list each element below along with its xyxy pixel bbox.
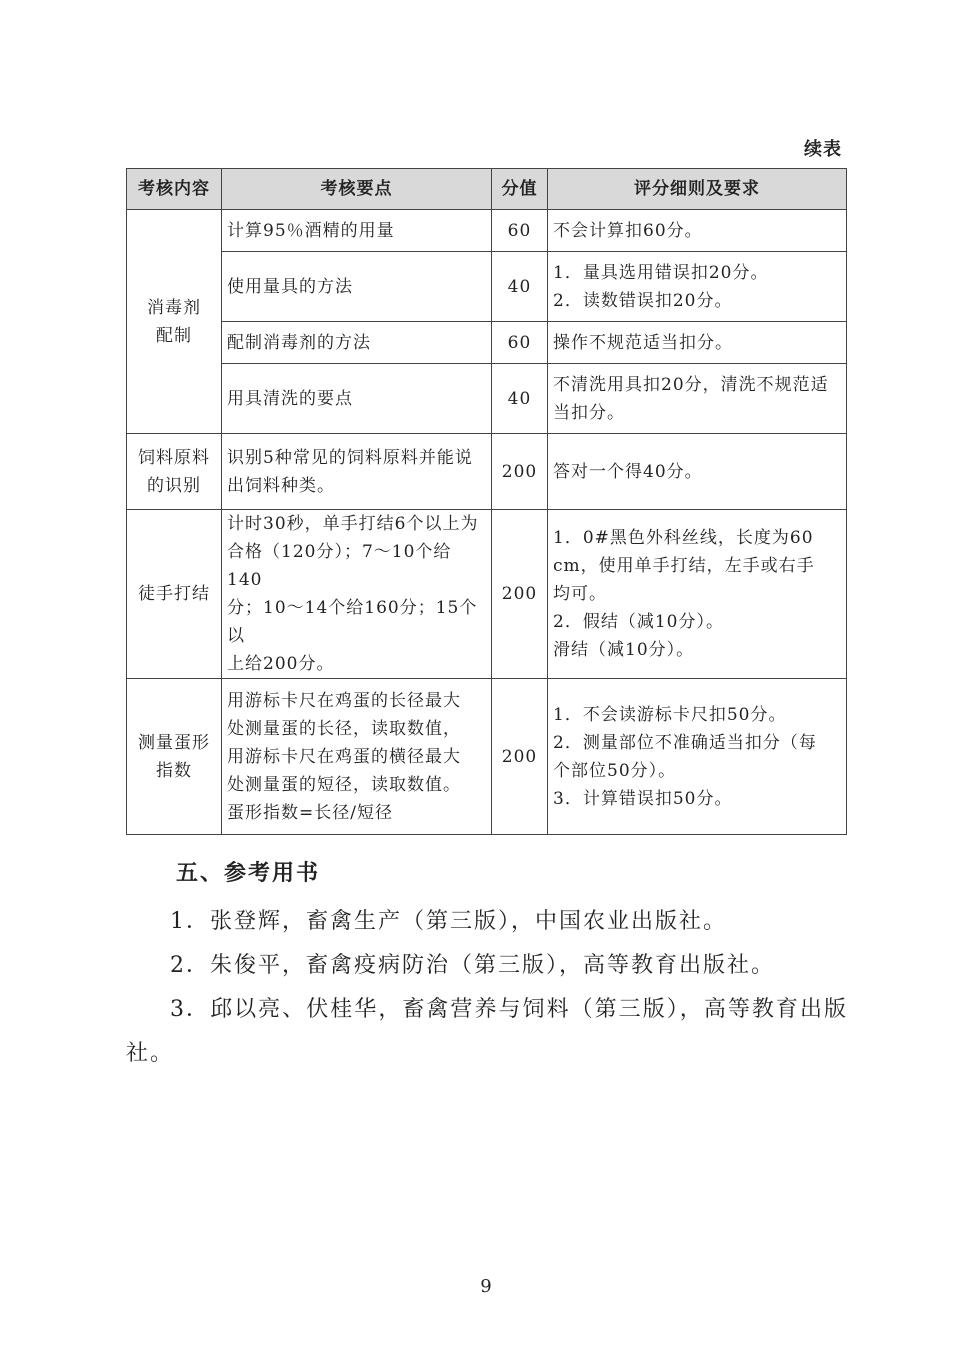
score-cell: 200 bbox=[492, 679, 548, 835]
header-item: 考核内容 bbox=[127, 169, 222, 210]
reference-item: 3．邱以亮、伏桂华，畜禽营养与饲料（第三版），高等教育出版社。 bbox=[126, 997, 848, 1066]
point-cell bbox=[222, 364, 492, 434]
point-line: 分；10～14个给160分；15个以 bbox=[227, 598, 478, 646]
rule-line: 1．量具选用错误扣20分。 bbox=[553, 262, 769, 283]
page-number: 9 bbox=[480, 1276, 492, 1297]
rule-line: 3．计算错误扣50分。 bbox=[553, 788, 733, 809]
point-line: 配制消毒剂的方法 bbox=[227, 332, 371, 353]
score-cell: 40 bbox=[492, 252, 548, 322]
point-line: 计时30秒，单手打结6个以上为 bbox=[227, 514, 479, 534]
point-line: 计算95％酒精的用量 bbox=[227, 220, 395, 241]
item-egg-shape-index bbox=[127, 679, 222, 835]
item-line: 徒手打结 bbox=[138, 584, 210, 604]
rule-line: 2．假结（减10分）。 bbox=[553, 612, 724, 632]
table-continued-caption: 续表 bbox=[804, 139, 842, 160]
point-line: 处测量蛋的长径，读取数值， bbox=[227, 718, 461, 739]
table-row bbox=[127, 322, 847, 364]
assessment-table bbox=[126, 168, 847, 835]
item-hand-knot bbox=[127, 510, 222, 679]
header-point: 考核要点 bbox=[222, 169, 492, 210]
rule-line: 个部位50分）。 bbox=[553, 760, 677, 781]
rule-line: 不清洗用具扣20分，清洗不规范适 bbox=[553, 374, 829, 395]
rule-cell bbox=[548, 364, 847, 434]
item-line: 饲料原料 bbox=[138, 447, 210, 468]
item-line: 配制 bbox=[156, 325, 192, 346]
rule-cell bbox=[548, 510, 847, 679]
point-cell bbox=[222, 322, 492, 364]
point-line: 用具清洗的要点 bbox=[227, 388, 353, 409]
rule-line: 滑结（减10分）。 bbox=[553, 640, 695, 660]
point-line: 合格（120分）；7～10个给140 bbox=[227, 542, 452, 590]
rule-cell bbox=[548, 252, 847, 322]
point-line: 识别5种常见的饲料原料并能说 bbox=[227, 447, 473, 468]
point-line: 上给200分。 bbox=[227, 654, 335, 674]
point-cell bbox=[222, 679, 492, 835]
rule-cell bbox=[548, 210, 847, 252]
rule-line: 答对一个得40分。 bbox=[553, 461, 703, 482]
score-cell: 60 bbox=[492, 210, 548, 252]
score-cell: 40 bbox=[492, 364, 548, 434]
point-line: 用游标卡尺在鸡蛋的长径最大 bbox=[227, 690, 461, 711]
rule-line: 2．测量部位不准确适当扣分（每 bbox=[553, 732, 817, 753]
header-rule: 评分细则及要求 bbox=[548, 169, 847, 210]
rule-line: 当扣分。 bbox=[553, 402, 625, 423]
score-cell: 60 bbox=[492, 322, 548, 364]
table-row bbox=[127, 252, 847, 322]
point-cell bbox=[222, 252, 492, 322]
point-line: 出饲料种类。 bbox=[227, 475, 335, 496]
rule-line: 均可。 bbox=[553, 584, 607, 604]
item-line: 的识别 bbox=[147, 475, 201, 496]
reference-item: 2．朱俊平，畜禽疫病防治（第三版），高等教育出版社。 bbox=[170, 953, 775, 978]
item-feed-identification bbox=[127, 434, 222, 510]
table-row bbox=[127, 434, 847, 510]
item-line: 消毒剂 bbox=[147, 297, 201, 318]
rule-line: 2．读数错误扣20分。 bbox=[553, 290, 733, 311]
point-cell bbox=[222, 210, 492, 252]
rule-line: 不会计算扣60分。 bbox=[553, 220, 703, 241]
table-header-row bbox=[127, 169, 847, 210]
reference-item: 1．张登辉，畜禽生产（第三版），中国农业出版社。 bbox=[170, 909, 727, 934]
point-line: 用游标卡尺在鸡蛋的横径最大 bbox=[227, 746, 461, 767]
point-cell bbox=[222, 510, 492, 679]
rule-line: cm，使用单手打结，左手或右手 bbox=[553, 556, 815, 576]
reference-list bbox=[126, 900, 848, 1076]
item-line: 测量蛋形 bbox=[138, 732, 210, 753]
table-row bbox=[127, 210, 847, 252]
item-line: 指数 bbox=[156, 760, 192, 781]
table-row bbox=[127, 510, 847, 679]
rule-cell bbox=[548, 434, 847, 510]
rule-cell bbox=[548, 322, 847, 364]
header-score: 分值 bbox=[492, 169, 548, 210]
rule-line: 1．0#黑色外科丝线，长度为60 bbox=[553, 528, 814, 548]
section-title: 五、参考用书 bbox=[176, 861, 321, 886]
rule-cell bbox=[548, 679, 847, 835]
point-line: 蛋形指数=长径/短径 bbox=[227, 802, 393, 823]
point-line: 处测量蛋的短径，读取数值。 bbox=[227, 774, 461, 795]
point-line: 使用量具的方法 bbox=[227, 276, 353, 297]
point-cell bbox=[222, 434, 492, 510]
item-disinfectant bbox=[127, 210, 222, 434]
table-row bbox=[127, 364, 847, 434]
table-row bbox=[127, 679, 847, 835]
rule-line: 1．不会读游标卡尺扣50分。 bbox=[553, 704, 787, 725]
rule-line: 操作不规范适当扣分。 bbox=[553, 332, 733, 353]
score-cell: 200 bbox=[492, 510, 548, 679]
score-cell: 200 bbox=[492, 434, 548, 510]
